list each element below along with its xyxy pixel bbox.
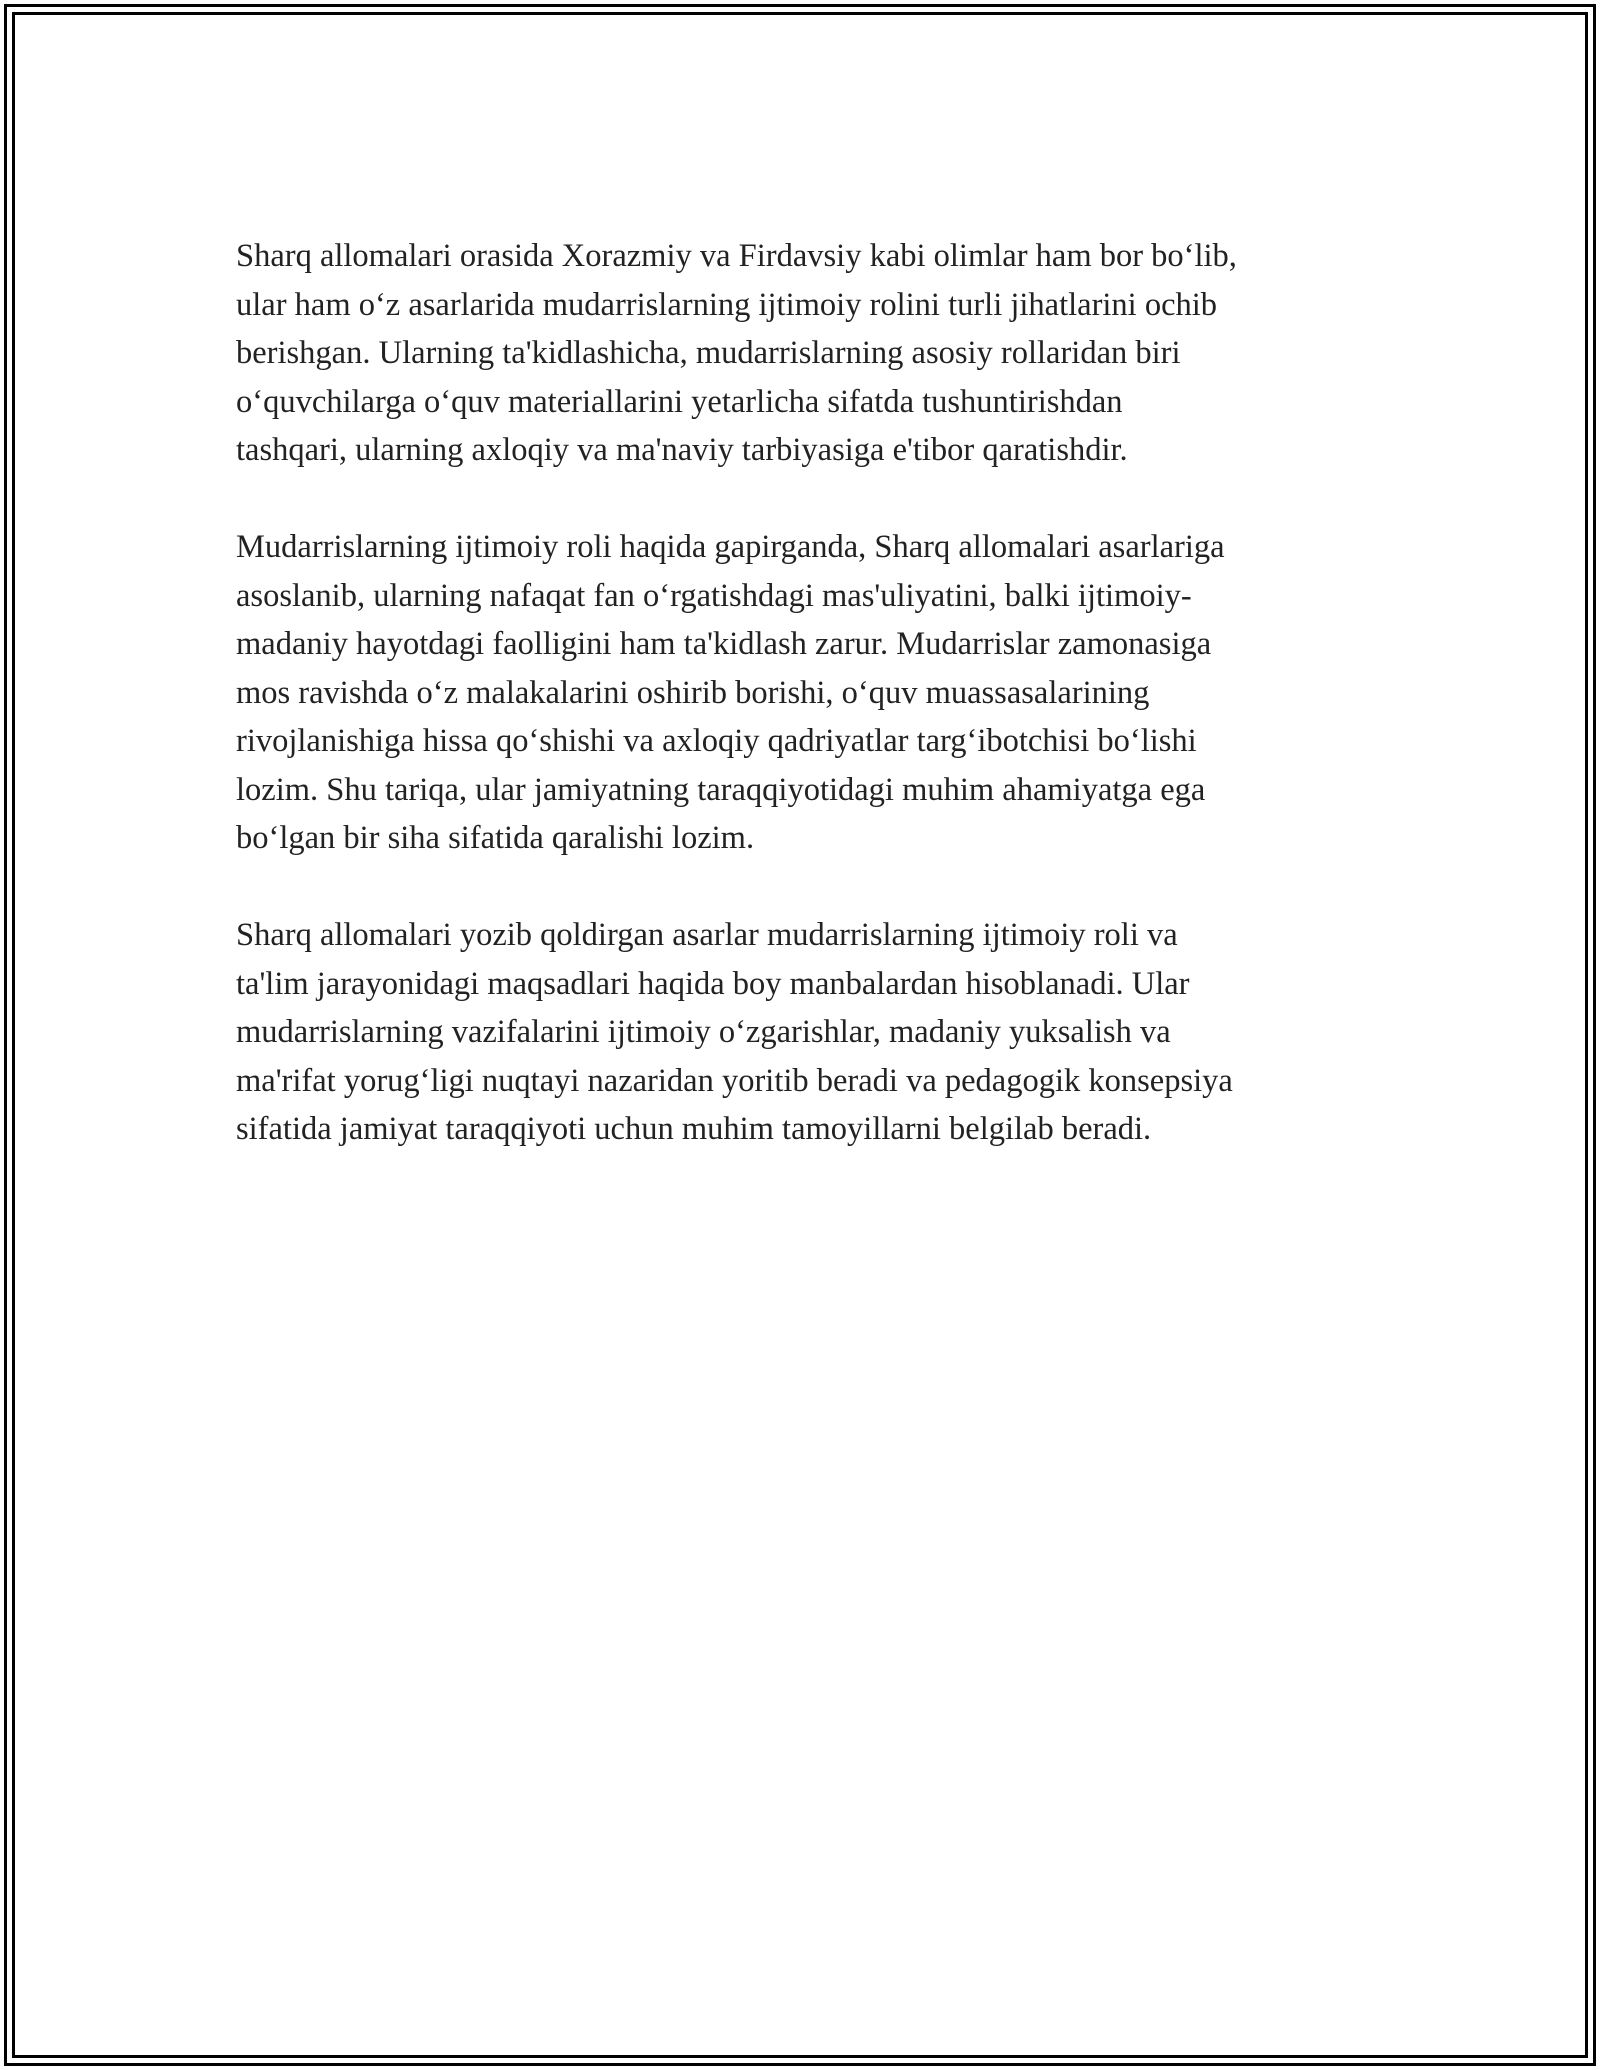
text-line: Sharq allomalari yozib qoldirgan asarlar mudarrislarning ijtimoiy roli va: [236, 917, 1178, 953]
text-line: berishgan. Ularning ta'kidlashicha, mudarrislarning asosiy rollaridan biri: [236, 335, 1181, 371]
text-line: sifatida jamiyat taraqqiyoti uchun muhim tamoyillarni belgilab beradi.: [236, 1111, 1152, 1147]
text-line: ma'rifat yorug‘ligi nuqtayi nazaridan yoritib beradi va pedagogik konsepsiya: [236, 1062, 1233, 1099]
text-line: o‘quvchilarga o‘quv materiallarini yetarlicha sifatda tushuntirishdan: [236, 383, 1123, 420]
text-line: tashqari, ularning axloqiy va ma'naviy tarbiyasiga e'tibor qaratishdir.: [236, 432, 1128, 468]
text-line: Sharq allomalari orasida Xorazmiy va Firdavsiy kabi olimlar ham bor bo‘lib,: [236, 238, 1237, 274]
text-line: bo‘lgan bir siha sifatida qaralishi lozim.: [236, 820, 755, 856]
document-body: [236, 232, 1376, 1202]
text-line: ta'lim jarayonidagi maqsadlari haqida boy manbalardan hisoblanadi. Ular: [236, 965, 1190, 1002]
text-line: lozim. Shu tariqa, ular jamiyatning taraqqiyotidagi muhim ahamiyatga ega: [236, 771, 1206, 808]
text-line: mos ravishda o‘z malakalarini oshirib borishi, o‘quv muassasalarining: [236, 674, 1150, 711]
text-line: mudarrislarning vazifalarini ijtimoiy o‘zgarishlar, madaniy yuksalish va: [236, 1014, 1171, 1050]
text-line: asoslanib, ularning nafaqat fan o‘rgatishdagi mas'uliyatini, balki ijtimoiy-: [236, 577, 1192, 614]
paragraph-1: [236, 232, 1376, 475]
text-line: madaniy hayotdagi faolligini ham ta'kidlash zarur. Mudarrislar zamonasiga: [236, 626, 1212, 662]
text-line: ular ham o‘z asarlarida mudarrislarning ijtimoiy rolini turli jihatlarini ochib: [236, 286, 1218, 323]
text-line: rivojlanishiga hissa qo‘shishi va axloqiy qadriyatlar targ‘ibotchisi bo‘lishi: [236, 723, 1197, 759]
text-line: Mudarrislarning ijtimoiy roli haqida gapirganda, Sharq allomalari asarlariga: [236, 529, 1225, 565]
paragraph-3: [236, 911, 1376, 1154]
paragraph-2: [236, 523, 1376, 863]
